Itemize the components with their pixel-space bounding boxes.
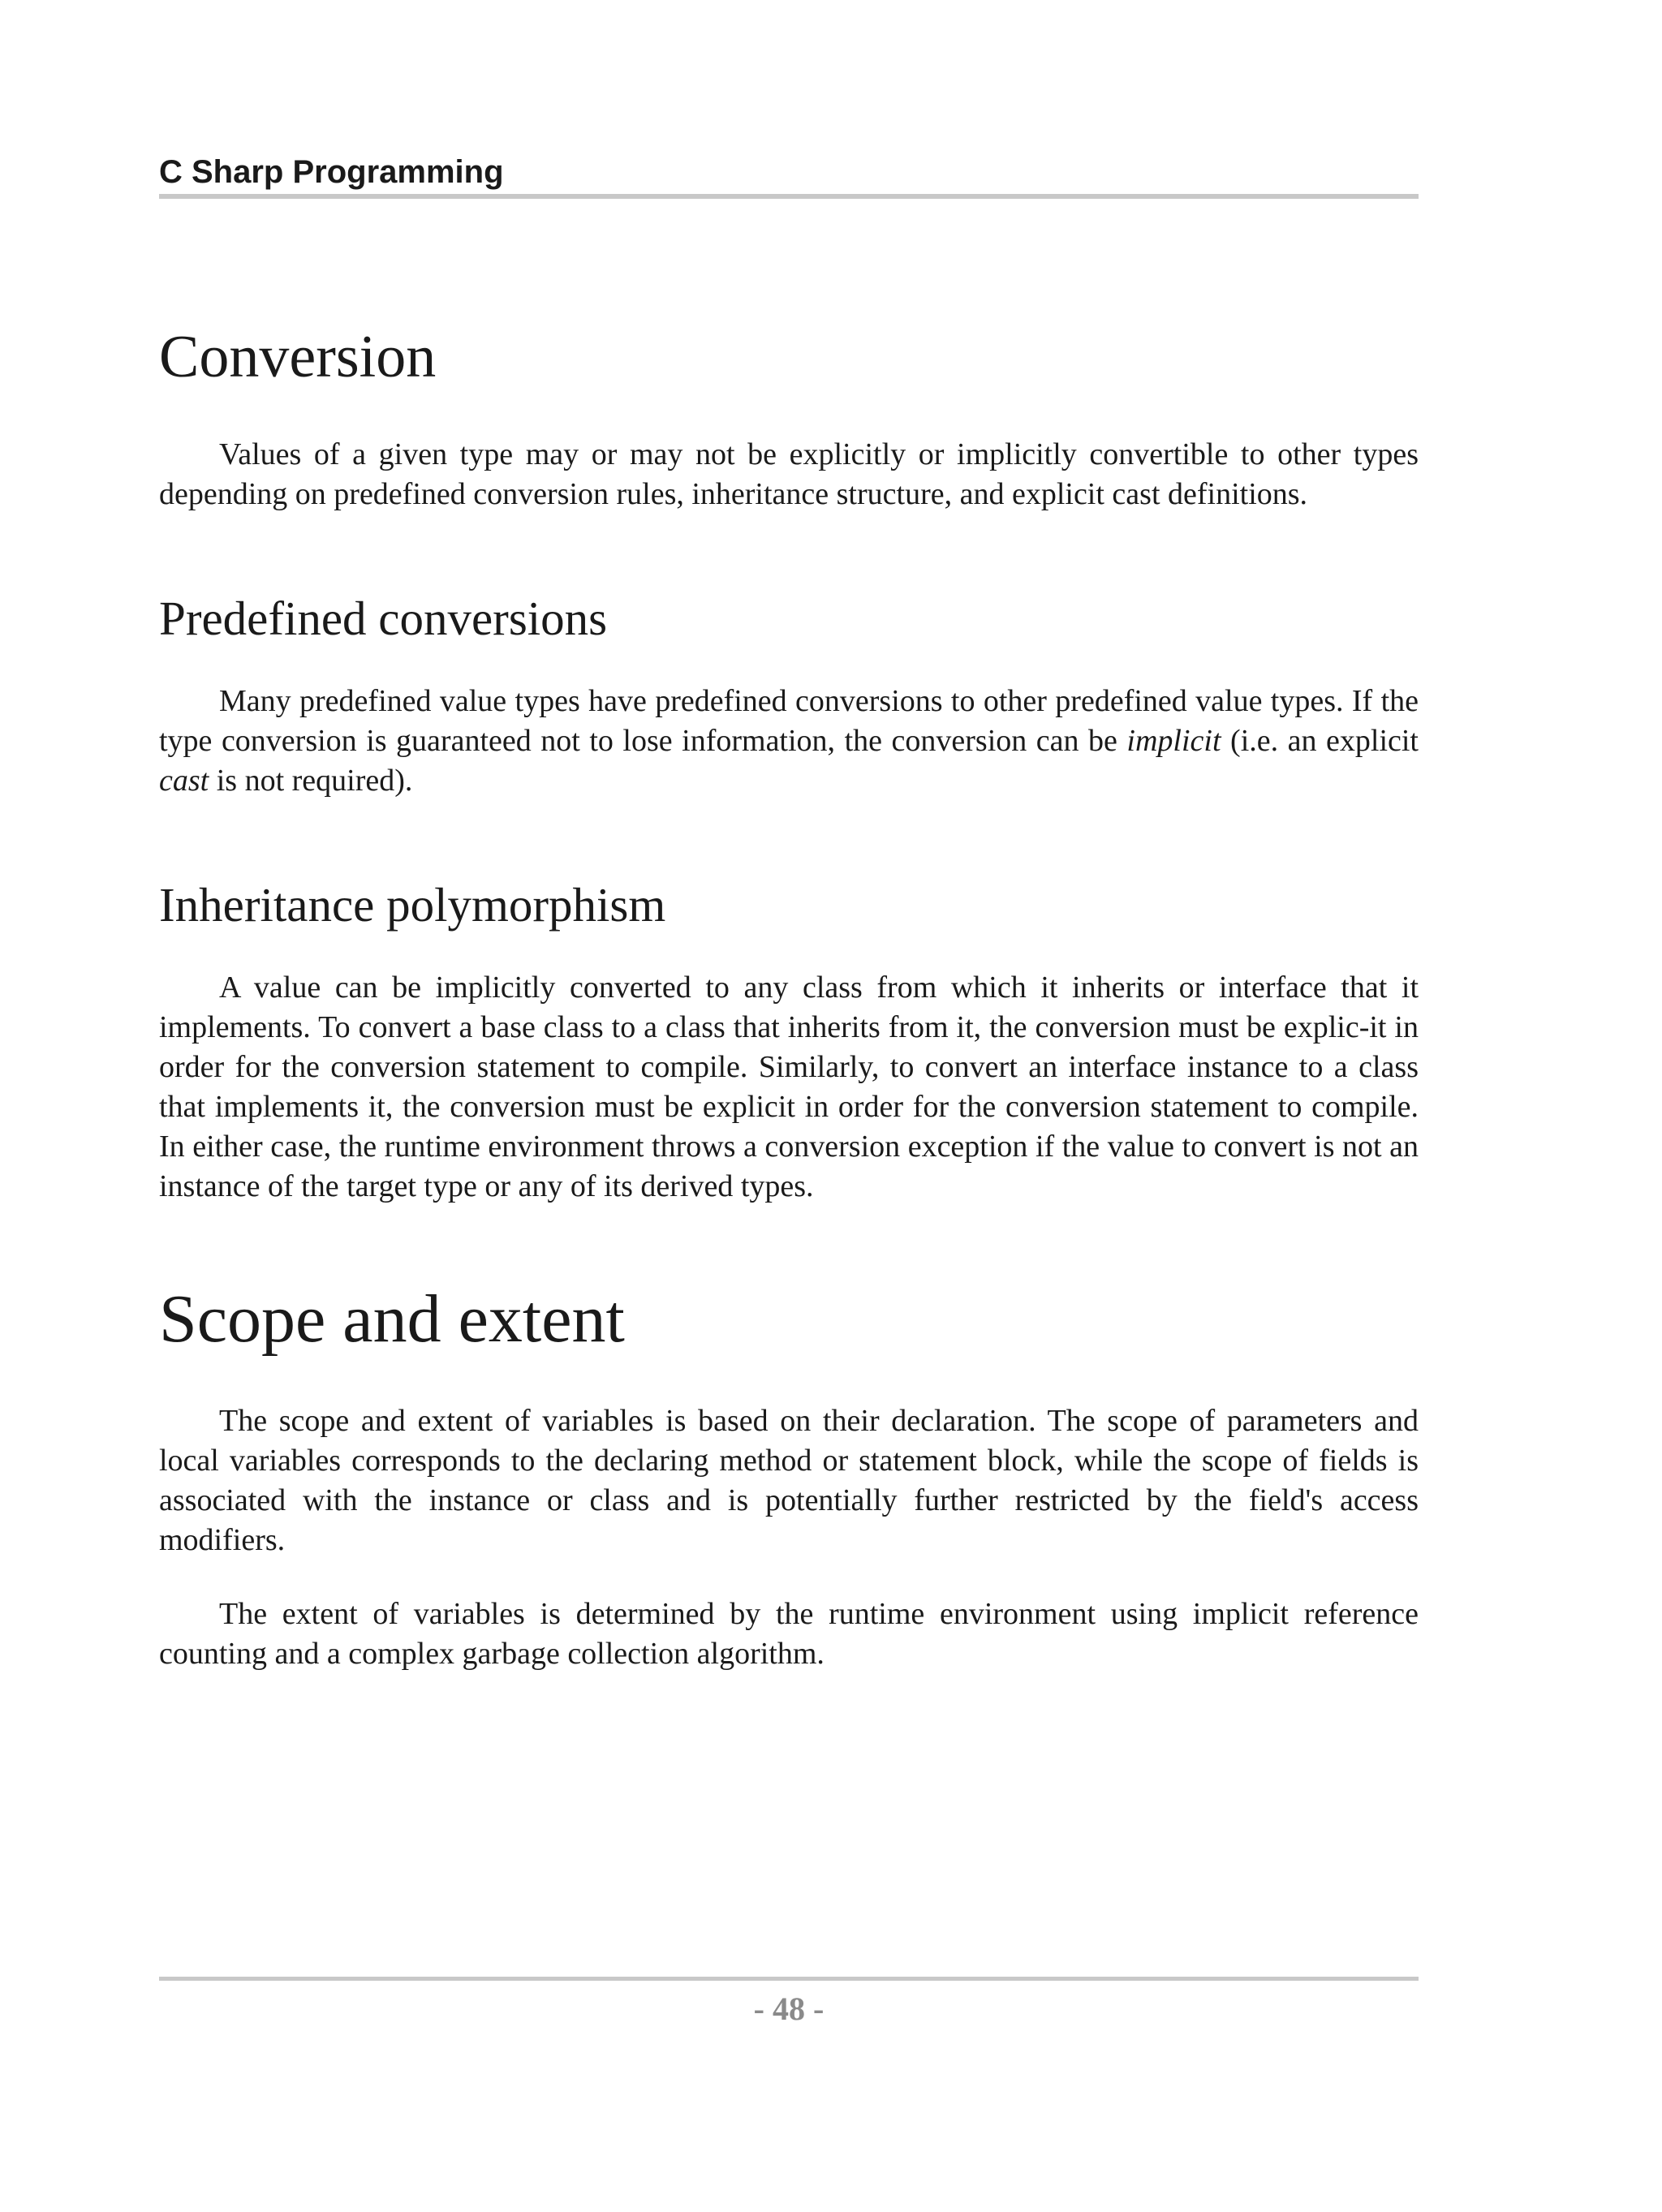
paragraph-inheritance-polymorphism: A value can be implicitly converted to any class from which it inherits or interface that it implements. To convert a base class to a class that inherits from it, the conversion must be explic-it in order for the conversion statement to compile. Similarly, to convert an interface instance to a class that implements it, the conversion must be explicit in order for the conversion statement to compile. In either case, the runtime environment throws a conversion exception if the value to convert is not an instance of the target type or any of its derived types. <box>159 970 1419 1203</box>
paragraph-scope-1: The scope and extent of variables is based on their declaration. The scope of parameters and local variables corresponds to the declaring method or statement block, while the scope of fields is associated with the instance or class and is potentially further restricted by the field's access modifiers. <box>159 1404 1419 1557</box>
heading-scope-and-extent: Scope and extent <box>159 1281 625 1357</box>
paragraph-predefined-conversions <box>159 682 1419 801</box>
running-header: C Sharp Programming <box>159 154 504 190</box>
predefined-text-3: is not required). <box>209 764 413 798</box>
heading-predefined-conversions: Predefined conversions <box>159 592 608 645</box>
predefined-text-2: (i.e. an explicit <box>1221 724 1419 758</box>
header-rule <box>159 194 1419 199</box>
paragraph-conversion: Values of a given type may or may not be explicitly or implicitly convertible to other types depending on predefined conversion rules, inheritance structure, and explicit cast definitions. <box>159 437 1419 511</box>
predefined-text-1: Many predefined value types have predefined conversions to other predefined value types. If the type conversion is guaranteed not to lose information, the conversion can be <box>159 684 1419 758</box>
page-content <box>159 316 1419 1674</box>
emphasis-implicit: implicit <box>1126 724 1221 758</box>
page-number: - 48 - <box>753 1990 825 2027</box>
footer-rule <box>159 1977 1419 1981</box>
emphasis-cast: cast <box>159 764 209 798</box>
heading-inheritance-polymorphism: Inheritance polymorphism <box>159 878 666 932</box>
paragraph-scope-2: The extent of variables is determined by the runtime environment using implicit reference counting and a complex garbage collection algorithm. <box>159 1597 1419 1671</box>
heading-conversion: Conversion <box>159 324 437 390</box>
